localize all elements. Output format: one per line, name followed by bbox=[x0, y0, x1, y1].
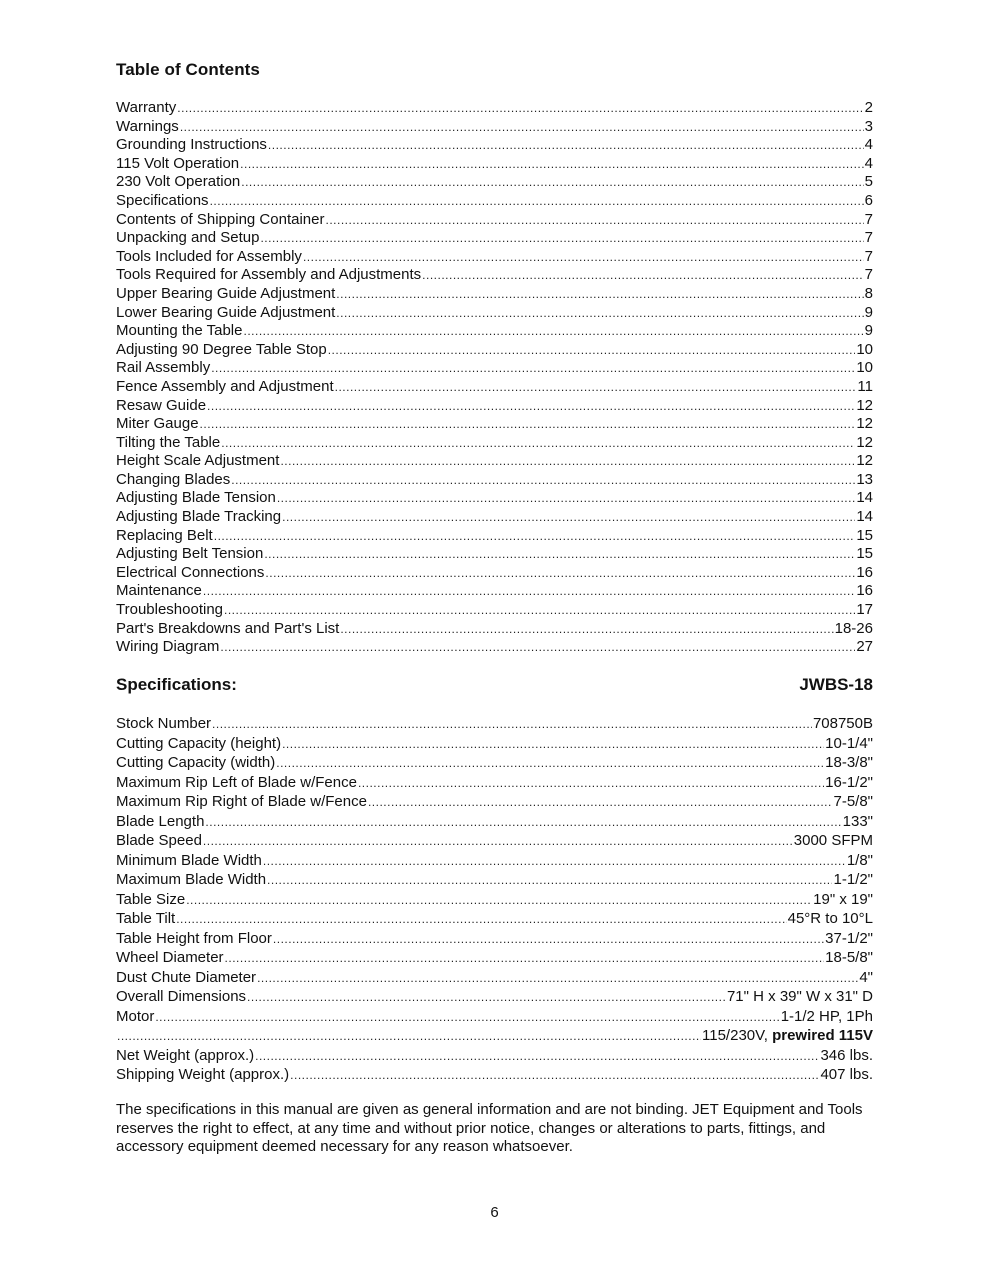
spec-label: Minimum Blade Width bbox=[116, 851, 262, 869]
toc-entry-value: 12 bbox=[856, 396, 873, 414]
toc-entry-row bbox=[116, 638, 873, 657]
spec-row bbox=[116, 987, 873, 1007]
spec-label: Overall Dimensions bbox=[116, 988, 247, 1005]
dot-leader bbox=[220, 638, 855, 657]
toc-entry-label: Mounting the Table bbox=[116, 322, 243, 340]
toc-entry-row bbox=[116, 545, 873, 564]
toc-entry-row bbox=[116, 397, 873, 416]
dot-leader bbox=[207, 397, 855, 416]
dot-leader bbox=[247, 988, 726, 1008]
toc-entry-row bbox=[116, 322, 873, 341]
toc-entry-value: 10 bbox=[856, 359, 873, 377]
spec-row bbox=[116, 890, 873, 910]
dot-leader bbox=[277, 489, 855, 508]
toc-entry-label: Warnings bbox=[116, 117, 179, 135]
spec-row bbox=[116, 1007, 873, 1027]
dot-leader bbox=[203, 832, 793, 852]
toc-entry-value: 8 bbox=[864, 284, 873, 302]
spec-label: Cutting Capacity (width) bbox=[116, 754, 276, 771]
toc-entry-value: 9 bbox=[864, 303, 873, 321]
spec-value: 71" H x 39" W x 31" D bbox=[726, 988, 873, 1005]
dot-leader bbox=[336, 285, 863, 304]
model-number: JWBS-18 bbox=[799, 675, 873, 694]
toc-entry-label: Part's Breakdowns and Part's List bbox=[116, 619, 340, 637]
toc-entry-row bbox=[116, 211, 873, 230]
toc-entry-value: 7 bbox=[864, 266, 873, 284]
spec-label: Maximum Rip Right of Blade w/Fence bbox=[116, 793, 367, 810]
toc-entry-label: Fence Assembly and Adjustment bbox=[116, 377, 334, 395]
toc-entry-value: 14 bbox=[856, 508, 873, 526]
dot-leader bbox=[368, 793, 833, 813]
toc-entry-label: Replacing Belt bbox=[116, 526, 213, 544]
dot-leader bbox=[257, 969, 858, 989]
spec-row bbox=[116, 1046, 873, 1066]
dot-leader bbox=[212, 715, 812, 735]
dot-leader bbox=[255, 1047, 819, 1067]
dot-leader bbox=[264, 545, 855, 564]
toc-entry-row bbox=[116, 229, 873, 248]
toc-entry-label: Contents of Shipping Container bbox=[116, 210, 325, 228]
specifications-title: Specifications: bbox=[116, 675, 237, 694]
disclaimer-note: The specifications in this manual are given as general information and are not binding. JET Equipment and Tools reserves the right to effect, at any time and without prior notice, changes or alterations to parts, fittings, and accessory equipment deemed necessary for any reason whatsoever. bbox=[116, 1101, 863, 1155]
spec-value-bold: prewired 115V bbox=[772, 1027, 873, 1044]
toc-entry-value: 15 bbox=[856, 545, 873, 563]
toc-entry-label: Warranty bbox=[116, 99, 177, 116]
toc-entry-label: 230 Volt Operation bbox=[116, 173, 241, 191]
spec-row bbox=[116, 753, 873, 773]
specifications-header bbox=[116, 675, 873, 695]
toc-entry-row bbox=[116, 155, 873, 174]
spec-value: 18-3/8" bbox=[825, 754, 873, 771]
dot-leader bbox=[155, 1008, 779, 1028]
toc-entry-label: Adjusting 90 Degree Table Stop bbox=[116, 340, 327, 358]
toc-entry-label: Upper Bearing Guide Adjustment bbox=[116, 284, 336, 302]
toc-entry-row bbox=[116, 378, 873, 397]
toc-entry-row bbox=[116, 192, 873, 211]
spec-value: 708750B bbox=[812, 715, 873, 732]
spec-value: 3000 SFPM bbox=[793, 832, 873, 849]
spec-value: 1-1/2 HP, 1Ph bbox=[780, 1007, 873, 1025]
toc-entry-label: Rail Assembly bbox=[116, 359, 211, 377]
toc-entry-row bbox=[116, 415, 873, 434]
toc-entry-row bbox=[116, 471, 873, 490]
toc-title: Table of Contents bbox=[116, 60, 260, 79]
spec-row bbox=[116, 929, 873, 949]
toc-entry-value: 18-26 bbox=[834, 619, 873, 637]
dot-leader bbox=[260, 229, 863, 248]
dot-leader bbox=[268, 136, 864, 155]
toc-entry-label: 115 Volt Operation bbox=[116, 154, 240, 172]
dot-leader bbox=[117, 1027, 701, 1047]
toc-entry-value: 7 bbox=[864, 210, 873, 228]
dot-leader bbox=[263, 852, 846, 872]
toc-entry-label: Height Scale Adjustment bbox=[116, 452, 280, 470]
spec-label: Dust Chute Diameter bbox=[116, 968, 257, 986]
toc-entry-value: 10 bbox=[856, 340, 873, 358]
spec-label: Blade Speed bbox=[116, 832, 202, 849]
toc-entry-row bbox=[116, 508, 873, 527]
spec-label: Table Size bbox=[116, 890, 186, 908]
toc-entry-value: 9 bbox=[864, 322, 873, 340]
spec-row bbox=[116, 1065, 873, 1085]
page-number: 6 bbox=[490, 1204, 499, 1221]
spec-label: Wheel Diameter bbox=[116, 949, 224, 966]
spec-row bbox=[116, 948, 873, 968]
dot-leader bbox=[240, 155, 864, 174]
toc-entry-value: 2 bbox=[864, 99, 873, 116]
dot-leader bbox=[176, 910, 786, 930]
dot-leader bbox=[290, 1066, 819, 1086]
toc-entry-label: Tools Required for Assembly and Adjustments bbox=[116, 266, 422, 284]
spec-label: Blade Length bbox=[116, 812, 205, 830]
dot-leader bbox=[224, 601, 855, 620]
toc-entry-value: 12 bbox=[856, 452, 873, 470]
toc-entry-row bbox=[116, 266, 873, 285]
toc-entry-label: Adjusting Blade Tracking bbox=[116, 508, 282, 526]
dot-leader bbox=[282, 735, 824, 755]
dot-leader bbox=[325, 211, 863, 230]
toc-entry-value: 4 bbox=[864, 154, 873, 172]
spec-value: 7-5/8" bbox=[833, 793, 873, 810]
spec-row bbox=[116, 968, 873, 988]
toc-entry-label: Adjusting Belt Tension bbox=[116, 545, 264, 563]
toc-entry-value: 12 bbox=[856, 415, 873, 433]
dot-leader bbox=[221, 434, 855, 453]
dot-leader bbox=[203, 582, 855, 601]
toc-entry-row bbox=[116, 527, 873, 546]
dot-leader bbox=[210, 192, 864, 211]
spec-row bbox=[116, 792, 873, 812]
spec-value: 1-1/2" bbox=[833, 871, 873, 888]
toc-entry-row bbox=[116, 359, 873, 378]
toc-entry-label: Changing Blades bbox=[116, 470, 231, 488]
dot-leader bbox=[303, 248, 864, 267]
spec-value: 407 lbs. bbox=[820, 1066, 873, 1083]
spec-row bbox=[116, 831, 873, 851]
spec-row bbox=[116, 734, 873, 754]
toc-entry-value: 17 bbox=[856, 601, 873, 619]
toc-entry-value: 12 bbox=[856, 433, 873, 451]
toc-entry-value: 5 bbox=[864, 173, 873, 191]
spec-row bbox=[116, 714, 873, 734]
toc-entry-value: 16 bbox=[856, 582, 873, 600]
spec-value: 16-1/2" bbox=[825, 773, 873, 791]
toc-entry-row bbox=[116, 582, 873, 601]
spec-value: 115/230V, prewired 115V bbox=[702, 1027, 873, 1044]
toc-entry-row bbox=[116, 99, 873, 118]
dot-leader bbox=[205, 813, 841, 833]
dot-leader bbox=[243, 322, 863, 341]
spec-label: Cutting Capacity (height) bbox=[116, 734, 282, 752]
toc-entry-label: Troubleshooting bbox=[116, 601, 224, 619]
spec-row bbox=[116, 851, 873, 871]
spec-label: Maximum Rip Left of Blade w/Fence bbox=[116, 773, 357, 791]
toc-entry-label: Adjusting Blade Tension bbox=[116, 489, 276, 507]
dot-leader bbox=[231, 471, 855, 490]
spec-value: 4" bbox=[859, 968, 873, 986]
toc-entry-value: 15 bbox=[856, 526, 873, 544]
spec-row bbox=[116, 870, 873, 890]
spec-value: 133" bbox=[842, 812, 873, 830]
spec-value: 1/8" bbox=[846, 851, 873, 869]
toc-entry-row bbox=[116, 304, 873, 323]
dot-leader bbox=[358, 774, 824, 794]
dot-leader bbox=[200, 415, 856, 434]
toc-entry-row bbox=[116, 434, 873, 453]
dot-leader bbox=[177, 99, 863, 118]
spec-row bbox=[116, 773, 873, 793]
toc-entry-value: 7 bbox=[864, 247, 873, 265]
dot-leader bbox=[180, 118, 864, 137]
toc-entry-value: 13 bbox=[856, 470, 873, 488]
dot-leader bbox=[267, 871, 832, 891]
toc-entry-label: Maintenance bbox=[116, 582, 202, 600]
dot-leader bbox=[186, 891, 812, 911]
dot-leader bbox=[336, 304, 863, 323]
dot-leader bbox=[225, 949, 825, 969]
dot-leader bbox=[214, 527, 856, 546]
toc-entry-value: 14 bbox=[856, 489, 873, 507]
dot-leader bbox=[265, 564, 855, 583]
spec-value: 37-1/2" bbox=[825, 929, 873, 947]
spec-value: 10-1/4" bbox=[825, 734, 873, 752]
dot-leader bbox=[241, 173, 863, 192]
toc-entry-label: Lower Bearing Guide Adjustment bbox=[116, 303, 336, 321]
toc-entry-row bbox=[116, 564, 873, 583]
toc-entry-row bbox=[116, 118, 873, 137]
toc-entry-value: 3 bbox=[864, 117, 873, 135]
toc-entry-value: 27 bbox=[856, 638, 873, 656]
toc-entry-label: Specifications bbox=[116, 191, 209, 209]
spec-label: Stock Number bbox=[116, 715, 212, 732]
dot-leader bbox=[211, 359, 855, 378]
toc-entry-row bbox=[116, 173, 873, 192]
dot-leader bbox=[328, 341, 856, 360]
toc-entry-row bbox=[116, 452, 873, 471]
spec-label: Shipping Weight (approx.) bbox=[116, 1066, 290, 1083]
toc-entry-row bbox=[116, 489, 873, 508]
spec-label: Table Height from Floor bbox=[116, 929, 272, 947]
toc-entry-label: Resaw Guide bbox=[116, 396, 207, 414]
toc-entry-row bbox=[116, 601, 873, 620]
toc-entry-value: 4 bbox=[864, 136, 873, 154]
spec-value: 19" x 19" bbox=[813, 890, 873, 908]
dot-leader bbox=[280, 452, 855, 471]
spec-value: 18-5/8" bbox=[825, 949, 873, 966]
toc-entry-label: Electrical Connections bbox=[116, 563, 265, 581]
toc-entry-value: 7 bbox=[864, 229, 873, 247]
toc-entry-row bbox=[116, 248, 873, 267]
dot-leader bbox=[340, 620, 833, 639]
dot-leader bbox=[273, 930, 824, 950]
toc-entry-row bbox=[116, 285, 873, 304]
toc-entry-label: Unpacking and Setup bbox=[116, 229, 260, 247]
dot-leader bbox=[276, 754, 824, 774]
toc-entry-row bbox=[116, 620, 873, 639]
toc-entry-row bbox=[116, 341, 873, 360]
spec-label: Net Weight (approx.) bbox=[116, 1046, 255, 1064]
toc-entry-label: Wiring Diagram bbox=[116, 638, 220, 656]
toc-entry-label: Tools Included for Assembly bbox=[116, 247, 302, 265]
toc-entry-label: Tilting the Table bbox=[116, 433, 221, 451]
spec-label: Table Tilt bbox=[116, 910, 176, 927]
specifications-list bbox=[116, 714, 873, 1085]
toc-list bbox=[116, 99, 873, 657]
toc-entry-value: 6 bbox=[864, 191, 873, 209]
spec-value: 45°R to 10°L bbox=[787, 910, 873, 927]
toc-entry-value: 11 bbox=[857, 377, 873, 395]
dot-leader bbox=[282, 508, 855, 527]
dot-leader bbox=[422, 266, 864, 285]
spec-row bbox=[116, 1026, 873, 1046]
toc-entry-label: Miter Gauge bbox=[116, 415, 199, 433]
dot-leader bbox=[335, 378, 857, 397]
spec-label: Maximum Blade Width bbox=[116, 871, 267, 888]
spec-label: Motor bbox=[116, 1007, 155, 1025]
toc-entry-row bbox=[116, 136, 873, 155]
spec-value: 346 lbs. bbox=[820, 1046, 873, 1064]
toc-entry-label: Grounding Instructions bbox=[116, 136, 267, 154]
spec-row bbox=[116, 812, 873, 832]
toc-entry-value: 16 bbox=[856, 563, 873, 581]
spec-row bbox=[116, 909, 873, 929]
